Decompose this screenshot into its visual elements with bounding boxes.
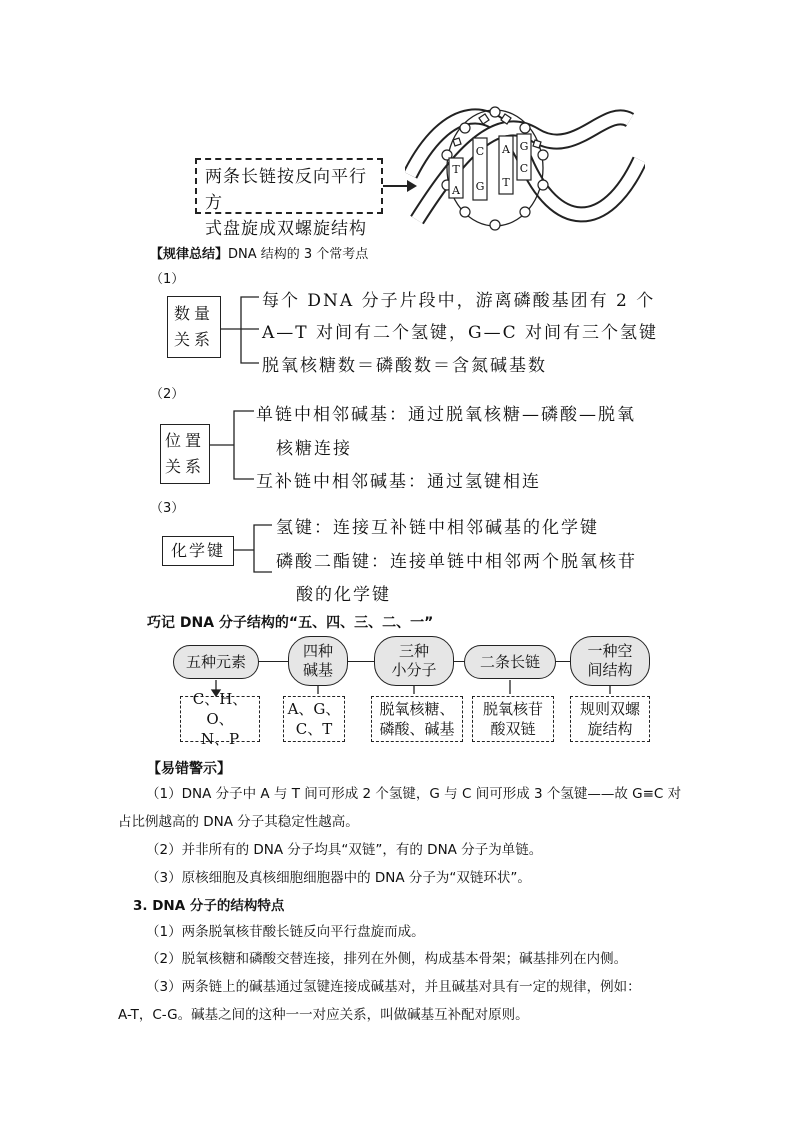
- section3-number: （3）: [150, 501, 185, 516]
- box-molecules-list: [371, 696, 463, 742]
- box-elements-l2: N、P: [200, 730, 240, 748]
- section3-item2-line1: 磷酸二酯键：连接单链中相邻两个脱氧核苷: [276, 552, 637, 572]
- mnemonic-down-connectors: [0, 676, 794, 698]
- features-p3-line2: A-T，C-G。碱基之间的这种一一对应关系，叫做碱基互补配对原则。: [118, 1007, 529, 1023]
- oval-five-elements: [173, 645, 259, 679]
- features-title: 3. DNA 分子的结构特点: [133, 898, 285, 914]
- mnemonic-title: 巧记 DNA 分子结构的“五、四、三、二、一”: [147, 615, 434, 631]
- base-T-mid: T: [502, 176, 510, 189]
- oval-one-structure-l2: 间结构: [587, 661, 633, 679]
- section2-item1-line1: 单链中相邻碱基：通过脱氧核糖—磷酸—脱氧: [256, 405, 636, 425]
- section1-item3: 脱氧核糖数＝磷酸数＝含氮碱基数: [262, 356, 547, 376]
- base-G-right: G: [519, 140, 529, 153]
- dna-helix-illustration: [405, 100, 645, 235]
- warning-p2: （2）并非所有的 DNA 分子均具“双链”，有的 DNA 分子为单链。: [146, 842, 543, 858]
- section3-item1: 氢键：连接互补链中相邻碱基的化学键: [276, 518, 599, 538]
- section3-brace: [234, 520, 274, 578]
- base-T: T: [452, 163, 460, 176]
- box-molecules-l1: 脱氧核糖、: [379, 700, 455, 718]
- section1-number: （1）: [150, 272, 185, 287]
- box-elements-list: [180, 690, 260, 748]
- section1-item1: 每个 DNA 分子片段中，游离磷酸基团有 2 个: [262, 291, 656, 311]
- section1-item2: A—T 对间有二个氢键，G—C 对间有三个氢键: [262, 323, 659, 343]
- warning-title: 【易错警示】: [147, 761, 231, 777]
- oval-one-structure-l1: 一种空: [587, 642, 633, 660]
- section2-box-line1: 位置: [164, 431, 205, 450]
- base-C-right: C: [519, 162, 529, 175]
- base-A-mid: A: [502, 143, 510, 156]
- features-p2: （2）脱氧核糖和磷酸交替连接，排列在外侧，构成基本骨架；碱基排列在内侧。: [146, 951, 628, 967]
- box-structure-l2: 旋结构: [587, 720, 633, 738]
- rule-summary-tag: 【规律总结】: [150, 247, 229, 262]
- warning-p3: （3）原核细胞及真核细胞细胞器中的 DNA 分子为“双链环状”。: [146, 870, 531, 886]
- oval-three-molecules-l2: 小分子: [391, 661, 437, 679]
- section2-brace: [210, 405, 256, 485]
- section2-item1-line2: 核糖连接: [276, 439, 352, 459]
- helix-description-line2: 式盘旋成双螺旋结构: [205, 219, 367, 239]
- oval-three-molecules-l1: 三种: [398, 642, 429, 660]
- section1-box-line2: 关系: [173, 330, 214, 349]
- base-G-mid: G: [475, 180, 485, 193]
- features-p3-line1: （3）两条链上的碱基通过氢键连接成碱基对，并且碱基对具有一定的规律，例如：: [146, 979, 641, 995]
- section2-item2: 互补链中相邻碱基：通过氢键相连: [256, 472, 541, 492]
- section1-box-line1: 数量: [173, 304, 214, 323]
- box-chains-l2: 酸双链: [490, 720, 536, 738]
- section3-item2-line2: 酸的化学键: [296, 585, 391, 605]
- box-elements-l1: C、H、O、: [192, 690, 248, 728]
- oval-four-bases-l2: 碱基: [302, 661, 333, 679]
- warning-p1-line2: 占比例越高的 DNA 分子其稳定性越高。: [118, 814, 359, 830]
- box-bases-list: [283, 696, 345, 742]
- section2-box-line2: 关系: [164, 457, 205, 476]
- oval-four-bases-l1: 四种: [302, 642, 333, 660]
- features-p1: （1）两条脱氧核苷酸长链反向平行盘旋而成。: [146, 924, 425, 940]
- base-A-left: A: [452, 184, 460, 197]
- oval-five-elements-l1: 五种元素: [185, 652, 246, 671]
- box-structure-l1: 规则双螺: [579, 700, 640, 718]
- box-molecules-l2: 磷酸、碱基: [379, 720, 455, 738]
- box-structure: [570, 696, 650, 742]
- box-bases-l2: C、T: [295, 720, 333, 738]
- box-chains-l1: 脱氧核苷: [482, 700, 543, 718]
- helix-description-line1: 两条长链按反向平行方: [205, 167, 367, 213]
- base-C-mid: C: [475, 145, 485, 158]
- section2-category-box: [160, 424, 210, 484]
- box-chains: [472, 696, 554, 742]
- section3-box-text: 化学键: [170, 541, 225, 560]
- section1-category-box: [167, 296, 221, 358]
- helix-description-box: [195, 158, 383, 239]
- rule-summary-text: DNA 结构的 3 个常考点: [228, 247, 369, 262]
- box-bases-l1: A、G、: [287, 700, 341, 718]
- oval-two-chains-l1: 二条长链: [479, 652, 540, 671]
- section2-number: （2）: [150, 387, 185, 402]
- section1-brace: [221, 293, 261, 369]
- section3-category-box: [162, 536, 234, 566]
- oval-two-chains: [464, 645, 556, 679]
- rule-summary-heading: [150, 243, 368, 262]
- warning-p1-line1: （1）DNA 分子中 A 与 T 间可形成 2 个氢键，G 与 C 间可形成 3 个氢键——故 G≡C 对: [146, 786, 682, 802]
